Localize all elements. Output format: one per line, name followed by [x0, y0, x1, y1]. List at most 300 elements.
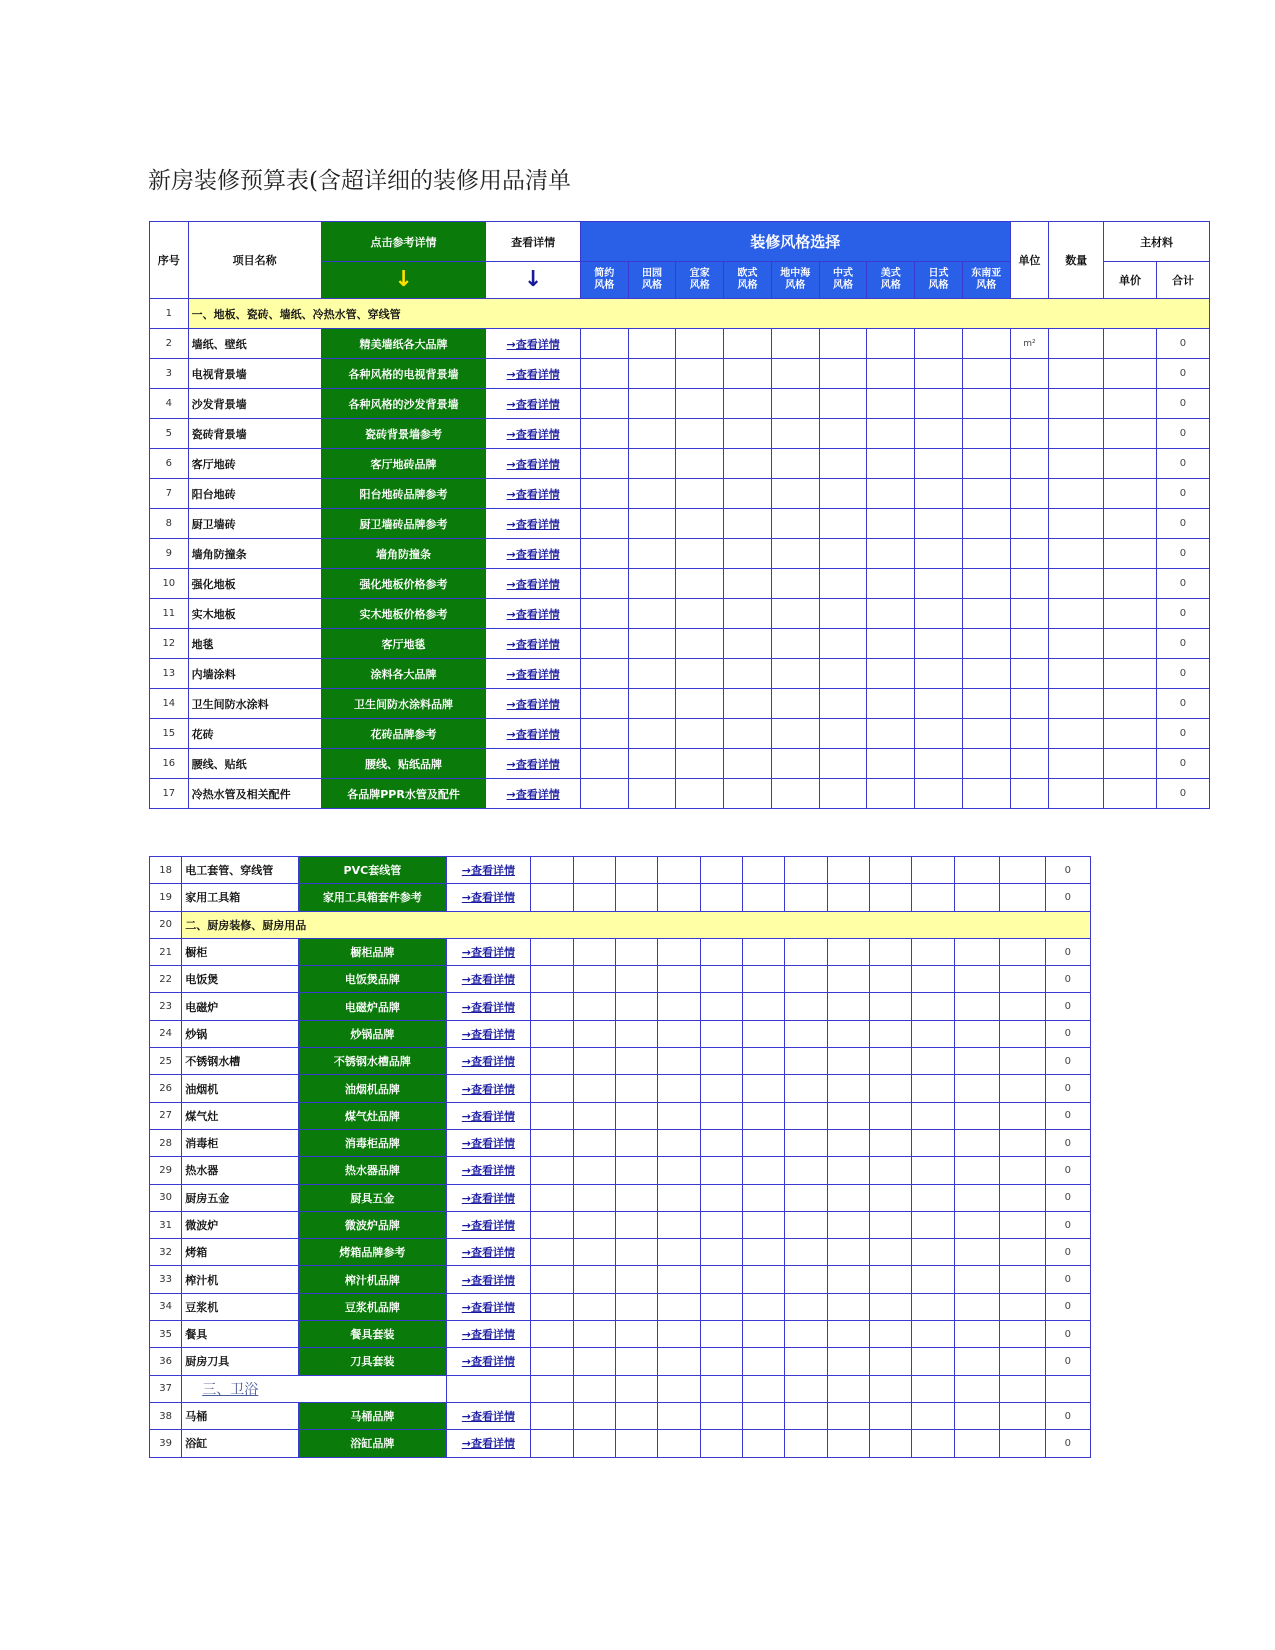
style-cell-input[interactable] — [827, 1102, 869, 1129]
style-cell-input[interactable] — [771, 719, 819, 749]
style-cell-input[interactable] — [870, 1402, 912, 1429]
style-cell-input[interactable] — [531, 1348, 573, 1375]
style-cell-input[interactable] — [531, 1020, 573, 1047]
style-cell-input[interactable] — [819, 449, 867, 479]
unit-cell[interactable] — [1010, 659, 1049, 689]
style-option[interactable]: 日式 风格 — [915, 262, 963, 299]
quantity-cell[interactable] — [1049, 479, 1104, 509]
style-option[interactable]: 简约 风格 — [580, 262, 628, 299]
quantity-cell[interactable] — [954, 1020, 999, 1047]
unit-price-cell[interactable] — [1000, 1157, 1045, 1184]
style-cell-input[interactable] — [771, 329, 819, 359]
style-cell-input[interactable] — [628, 659, 676, 689]
style-cell-input[interactable] — [700, 1402, 742, 1429]
style-cell-input[interactable] — [915, 779, 963, 809]
style-cell-input[interactable] — [870, 1321, 912, 1348]
style-cell-input[interactable] — [573, 1293, 615, 1320]
style-cell-input[interactable] — [962, 779, 1010, 809]
style-cell-input[interactable] — [743, 884, 785, 911]
style-cell-input[interactable] — [870, 1348, 912, 1375]
style-cell-input[interactable] — [573, 993, 615, 1020]
style-cell-input[interactable] — [615, 1102, 657, 1129]
style-cell-input[interactable] — [819, 779, 867, 809]
style-cell-input[interactable] — [915, 419, 963, 449]
style-cell-input[interactable] — [676, 509, 724, 539]
style-option[interactable]: 东南亚 风格 — [962, 262, 1010, 299]
style-cell-input[interactable] — [615, 884, 657, 911]
unit-price-cell[interactable] — [1000, 1348, 1045, 1375]
reference-link[interactable]: 不锈钢水槽品牌 — [299, 1048, 446, 1075]
style-cell-input[interactable] — [700, 1048, 742, 1075]
style-cell-input[interactable] — [819, 659, 867, 689]
style-cell-input[interactable] — [724, 359, 772, 389]
style-option[interactable]: 地中海 风格 — [771, 262, 819, 299]
style-cell-input[interactable] — [628, 749, 676, 779]
style-cell-input[interactable] — [580, 419, 628, 449]
style-cell-input[interactable] — [827, 1020, 869, 1047]
style-cell-input[interactable] — [867, 599, 915, 629]
style-cell-input[interactable] — [915, 389, 963, 419]
view-detail-link[interactable]: →查看详情 — [506, 697, 560, 711]
style-cell-input[interactable] — [870, 1157, 912, 1184]
unit-cell[interactable] — [912, 1211, 954, 1238]
style-cell-input[interactable] — [827, 1048, 869, 1075]
style-cell-input[interactable] — [771, 599, 819, 629]
reference-link[interactable]: 厨具五金 — [299, 1184, 446, 1211]
unit-cell[interactable] — [1010, 599, 1049, 629]
style-cell-input[interactable] — [700, 1102, 742, 1129]
view-detail-link[interactable]: →查看详情 — [461, 864, 515, 878]
view-detail-link[interactable]: →查看详情 — [461, 1355, 515, 1369]
style-cell-input[interactable] — [827, 1211, 869, 1238]
unit-price-cell[interactable] — [1104, 569, 1157, 599]
style-cell-input[interactable] — [743, 1266, 785, 1293]
reference-link[interactable]: 马桶品牌 — [299, 1402, 446, 1429]
reference-link[interactable]: 客厅地砖品牌 — [321, 449, 486, 479]
style-cell-input[interactable] — [658, 938, 700, 965]
unit-price-cell[interactable] — [1104, 449, 1157, 479]
style-cell-input[interactable] — [827, 1348, 869, 1375]
unit-price-cell[interactable] — [1000, 1075, 1045, 1102]
view-detail-link[interactable]: →查看详情 — [506, 637, 560, 651]
reference-link[interactable]: 瓷砖背景墙参考 — [321, 419, 486, 449]
style-cell-input[interactable] — [962, 329, 1010, 359]
style-option[interactable]: 美式 风格 — [867, 262, 915, 299]
style-cell-input[interactable] — [785, 1129, 827, 1156]
style-cell-input[interactable] — [962, 629, 1010, 659]
style-cell-input[interactable] — [962, 599, 1010, 629]
unit-cell[interactable] — [1010, 689, 1049, 719]
style-cell-input[interactable] — [628, 629, 676, 659]
unit-price-cell[interactable] — [1104, 749, 1157, 779]
unit-cell[interactable]: m² — [1010, 329, 1049, 359]
style-cell-input[interactable] — [628, 479, 676, 509]
style-cell-input[interactable] — [580, 749, 628, 779]
unit-cell[interactable] — [912, 884, 954, 911]
style-cell-input[interactable] — [771, 449, 819, 479]
style-cell-input[interactable] — [771, 569, 819, 599]
reference-link[interactable]: 刀具套装 — [299, 1348, 446, 1375]
quantity-cell[interactable] — [1049, 659, 1104, 689]
style-cell-input[interactable] — [573, 857, 615, 884]
quantity-cell[interactable] — [954, 1348, 999, 1375]
style-cell-input[interactable] — [580, 329, 628, 359]
style-cell-input[interactable] — [658, 1184, 700, 1211]
style-cell-input[interactable] — [573, 1102, 615, 1129]
style-cell-input[interactable] — [724, 689, 772, 719]
view-detail-link[interactable]: →查看详情 — [506, 667, 560, 681]
view-detail-link[interactable]: →查看详情 — [461, 1109, 515, 1123]
style-cell-input[interactable] — [867, 509, 915, 539]
quantity-cell[interactable] — [1049, 329, 1104, 359]
unit-price-cell[interactable] — [1104, 629, 1157, 659]
style-cell-input[interactable] — [785, 1348, 827, 1375]
style-cell-input[interactable] — [700, 1239, 742, 1266]
style-cell-input[interactable] — [743, 1348, 785, 1375]
unit-price-cell[interactable] — [1000, 1402, 1045, 1429]
style-cell-input[interactable] — [743, 1293, 785, 1320]
view-detail-link[interactable]: →查看详情 — [506, 727, 560, 741]
style-cell-input[interactable] — [743, 1430, 785, 1457]
style-cell-input[interactable] — [962, 449, 1010, 479]
style-cell-input[interactable] — [573, 1020, 615, 1047]
style-cell-input[interactable] — [531, 884, 573, 911]
unit-cell[interactable] — [912, 1402, 954, 1429]
style-cell-input[interactable] — [531, 1211, 573, 1238]
style-cell-input[interactable] — [724, 629, 772, 659]
style-cell-input[interactable] — [615, 1430, 657, 1457]
style-cell-input[interactable] — [628, 599, 676, 629]
view-detail-link[interactable]: →查看详情 — [461, 1219, 515, 1232]
style-cell-input[interactable] — [676, 329, 724, 359]
style-cell-input[interactable] — [676, 719, 724, 749]
style-cell-input[interactable] — [870, 1239, 912, 1266]
reference-link[interactable]: 电磁炉品牌 — [299, 993, 446, 1020]
view-detail-link[interactable]: →查看详情 — [461, 1082, 515, 1096]
unit-cell[interactable] — [912, 1430, 954, 1457]
quantity-cell[interactable] — [954, 1321, 999, 1348]
style-cell-input[interactable] — [615, 1211, 657, 1238]
style-cell-input[interactable] — [724, 509, 772, 539]
style-cell-input[interactable] — [867, 569, 915, 599]
style-cell-input[interactable] — [870, 1048, 912, 1075]
style-cell-input[interactable] — [658, 1129, 700, 1156]
style-cell-input[interactable] — [819, 479, 867, 509]
view-detail-link[interactable]: →查看详情 — [506, 757, 560, 771]
unit-price-cell[interactable] — [1104, 509, 1157, 539]
style-cell-input[interactable] — [700, 1293, 742, 1320]
style-cell-input[interactable] — [771, 509, 819, 539]
unit-price-cell[interactable] — [1104, 359, 1157, 389]
unit-price-cell[interactable] — [1000, 993, 1045, 1020]
style-cell-input[interactable] — [915, 659, 963, 689]
style-cell-input[interactable] — [771, 749, 819, 779]
quantity-cell[interactable] — [954, 1102, 999, 1129]
style-cell-input[interactable] — [867, 389, 915, 419]
style-cell-input[interactable] — [962, 419, 1010, 449]
unit-cell[interactable] — [912, 938, 954, 965]
style-cell-input[interactable] — [785, 1402, 827, 1429]
style-cell-input[interactable] — [827, 1157, 869, 1184]
style-cell-input[interactable] — [700, 1266, 742, 1293]
style-cell-input[interactable] — [785, 1184, 827, 1211]
quantity-cell[interactable] — [954, 966, 999, 993]
style-cell-input[interactable] — [573, 1184, 615, 1211]
quantity-cell[interactable] — [954, 993, 999, 1020]
unit-price-cell[interactable] — [1104, 479, 1157, 509]
style-option[interactable]: 田园 风格 — [628, 262, 676, 299]
style-cell-input[interactable] — [580, 479, 628, 509]
style-cell-input[interactable] — [785, 1020, 827, 1047]
style-cell-input[interactable] — [771, 659, 819, 689]
style-cell-input[interactable] — [827, 1129, 869, 1156]
style-cell-input[interactable] — [676, 539, 724, 569]
style-cell-input[interactable] — [531, 1157, 573, 1184]
style-cell-input[interactable] — [531, 966, 573, 993]
style-cell-input[interactable] — [771, 779, 819, 809]
style-cell-input[interactable] — [819, 569, 867, 599]
style-cell-input[interactable] — [785, 1102, 827, 1129]
quantity-cell[interactable] — [954, 857, 999, 884]
style-cell-input[interactable] — [658, 1211, 700, 1238]
style-cell-input[interactable] — [531, 1102, 573, 1129]
unit-price-cell[interactable] — [1104, 329, 1157, 359]
style-cell-input[interactable] — [867, 659, 915, 689]
quantity-cell[interactable] — [954, 1129, 999, 1156]
style-cell-input[interactable] — [962, 509, 1010, 539]
style-cell-input[interactable] — [531, 938, 573, 965]
style-cell-input[interactable] — [819, 329, 867, 359]
style-cell-input[interactable] — [573, 1266, 615, 1293]
style-cell-input[interactable] — [827, 1075, 869, 1102]
unit-cell[interactable] — [912, 1348, 954, 1375]
view-detail-link[interactable]: →查看详情 — [461, 1328, 515, 1342]
quantity-cell[interactable] — [954, 884, 999, 911]
style-cell-input[interactable] — [573, 884, 615, 911]
style-cell-input[interactable] — [700, 884, 742, 911]
quantity-cell[interactable] — [1049, 779, 1104, 809]
style-cell-input[interactable] — [531, 1293, 573, 1320]
unit-price-cell[interactable] — [1000, 1211, 1045, 1238]
view-detail-link[interactable]: →查看详情 — [461, 1055, 515, 1069]
style-cell-input[interactable] — [743, 1402, 785, 1429]
style-cell-input[interactable] — [785, 993, 827, 1020]
style-cell-input[interactable] — [658, 1402, 700, 1429]
unit-cell[interactable] — [912, 1075, 954, 1102]
style-cell-input[interactable] — [827, 938, 869, 965]
unit-price-cell[interactable] — [1000, 966, 1045, 993]
style-cell-input[interactable] — [615, 1157, 657, 1184]
view-detail-link[interactable]: →查看详情 — [461, 1137, 515, 1151]
view-detail-link[interactable]: →查看详情 — [506, 517, 560, 531]
style-cell-input[interactable] — [915, 599, 963, 629]
style-cell-input[interactable] — [615, 1184, 657, 1211]
reference-link[interactable]: 强化地板价格参考 — [321, 569, 486, 599]
style-cell-input[interactable] — [658, 1020, 700, 1047]
style-cell-input[interactable] — [531, 857, 573, 884]
style-cell-input[interactable] — [580, 359, 628, 389]
unit-price-cell[interactable] — [1000, 1020, 1045, 1047]
unit-cell[interactable] — [912, 1266, 954, 1293]
reference-link[interactable]: 橱柜品牌 — [299, 938, 446, 965]
style-cell-input[interactable] — [867, 749, 915, 779]
style-cell-input[interactable] — [724, 479, 772, 509]
quantity-cell[interactable] — [954, 1266, 999, 1293]
style-cell-input[interactable] — [628, 689, 676, 719]
style-cell-input[interactable] — [743, 1020, 785, 1047]
style-cell-input[interactable] — [658, 884, 700, 911]
quantity-cell[interactable] — [954, 1402, 999, 1429]
style-cell-input[interactable] — [870, 1293, 912, 1320]
style-cell-input[interactable] — [743, 1239, 785, 1266]
style-cell-input[interactable] — [531, 1184, 573, 1211]
unit-price-cell[interactable] — [1000, 1239, 1045, 1266]
unit-price-cell[interactable] — [1104, 539, 1157, 569]
quantity-cell[interactable] — [954, 1157, 999, 1184]
style-cell-input[interactable] — [724, 659, 772, 689]
reference-link[interactable]: 餐具套装 — [299, 1321, 446, 1348]
view-detail-link[interactable]: →查看详情 — [461, 1410, 515, 1424]
style-cell-input[interactable] — [573, 1430, 615, 1457]
style-cell-input[interactable] — [676, 419, 724, 449]
quantity-cell[interactable] — [1049, 599, 1104, 629]
style-cell-input[interactable] — [573, 1211, 615, 1238]
style-cell-input[interactable] — [531, 1430, 573, 1457]
reference-link[interactable]: 实木地板价格参考 — [321, 599, 486, 629]
style-cell-input[interactable] — [785, 1293, 827, 1320]
view-detail-link[interactable]: →查看详情 — [506, 787, 560, 801]
quantity-cell[interactable] — [1049, 569, 1104, 599]
style-cell-input[interactable] — [771, 629, 819, 659]
style-cell-input[interactable] — [867, 449, 915, 479]
style-cell-input[interactable] — [658, 1075, 700, 1102]
style-cell-input[interactable] — [615, 1321, 657, 1348]
reference-link[interactable]: 厨卫墙砖品牌参考 — [321, 509, 486, 539]
reference-link[interactable]: 各品牌PPR水管及配件 — [321, 779, 486, 809]
style-cell-input[interactable] — [827, 1430, 869, 1457]
unit-cell[interactable] — [912, 1020, 954, 1047]
style-cell-input[interactable] — [743, 1129, 785, 1156]
style-cell-input[interactable] — [658, 1239, 700, 1266]
style-cell-input[interactable] — [743, 1184, 785, 1211]
quantity-cell[interactable] — [1049, 509, 1104, 539]
style-cell-input[interactable] — [658, 1102, 700, 1129]
unit-price-cell[interactable] — [1000, 857, 1045, 884]
style-cell-input[interactable] — [580, 389, 628, 419]
style-cell-input[interactable] — [819, 389, 867, 419]
style-cell-input[interactable] — [724, 419, 772, 449]
unit-price-cell[interactable] — [1000, 1321, 1045, 1348]
style-cell-input[interactable] — [700, 993, 742, 1020]
unit-cell[interactable] — [912, 1157, 954, 1184]
view-detail-link[interactable]: →查看详情 — [461, 1000, 515, 1014]
style-cell-input[interactable] — [724, 569, 772, 599]
style-cell-input[interactable] — [915, 329, 963, 359]
style-cell-input[interactable] — [615, 1348, 657, 1375]
style-cell-input[interactable] — [915, 449, 963, 479]
unit-cell[interactable] — [1010, 539, 1049, 569]
unit-price-cell[interactable] — [1104, 599, 1157, 629]
style-cell-input[interactable] — [628, 389, 676, 419]
style-cell-input[interactable] — [531, 1048, 573, 1075]
style-cell-input[interactable] — [962, 389, 1010, 419]
style-cell-input[interactable] — [962, 749, 1010, 779]
quantity-cell[interactable] — [954, 1239, 999, 1266]
style-cell-input[interactable] — [819, 509, 867, 539]
style-cell-input[interactable] — [962, 719, 1010, 749]
style-cell-input[interactable] — [870, 857, 912, 884]
style-cell-input[interactable] — [531, 993, 573, 1020]
quantity-cell[interactable] — [954, 1211, 999, 1238]
style-cell-input[interactable] — [785, 857, 827, 884]
unit-price-cell[interactable] — [1000, 1293, 1045, 1320]
style-cell-input[interactable] — [628, 449, 676, 479]
view-detail-link[interactable]: →查看详情 — [461, 1027, 515, 1041]
style-cell-input[interactable] — [700, 966, 742, 993]
view-detail-link[interactable]: →查看详情 — [506, 547, 560, 561]
style-cell-input[interactable] — [785, 1048, 827, 1075]
style-cell-input[interactable] — [700, 938, 742, 965]
unit-cell[interactable] — [1010, 359, 1049, 389]
unit-cell[interactable] — [912, 1048, 954, 1075]
quantity-cell[interactable] — [1049, 719, 1104, 749]
style-cell-input[interactable] — [867, 539, 915, 569]
style-cell-input[interactable] — [580, 689, 628, 719]
style-cell-input[interactable] — [676, 449, 724, 479]
style-cell-input[interactable] — [700, 1157, 742, 1184]
style-cell-input[interactable] — [785, 1430, 827, 1457]
style-cell-input[interactable] — [870, 1075, 912, 1102]
style-cell-input[interactable] — [819, 419, 867, 449]
style-cell-input[interactable] — [870, 884, 912, 911]
style-cell-input[interactable] — [615, 1239, 657, 1266]
reference-link[interactable]: 微波炉品牌 — [299, 1211, 446, 1238]
style-cell-input[interactable] — [870, 1102, 912, 1129]
style-cell-input[interactable] — [743, 1321, 785, 1348]
reference-link[interactable]: 各种风格的沙发背景墙 — [321, 389, 486, 419]
style-cell-input[interactable] — [785, 1075, 827, 1102]
unit-price-cell[interactable] — [1000, 938, 1045, 965]
view-detail-link[interactable]: →查看详情 — [461, 891, 515, 905]
unit-price-cell[interactable] — [1104, 389, 1157, 419]
unit-cell[interactable] — [1010, 479, 1049, 509]
view-detail-link[interactable]: →查看详情 — [506, 397, 560, 411]
style-option[interactable]: 欧式 风格 — [724, 262, 772, 299]
unit-cell[interactable] — [1010, 419, 1049, 449]
style-cell-input[interactable] — [676, 359, 724, 389]
style-cell-input[interactable] — [676, 779, 724, 809]
view-detail-link[interactable]: →查看详情 — [461, 1246, 515, 1260]
style-cell-input[interactable] — [867, 479, 915, 509]
style-cell-input[interactable] — [771, 419, 819, 449]
style-cell-input[interactable] — [676, 749, 724, 779]
unit-price-cell[interactable] — [1000, 884, 1045, 911]
style-cell-input[interactable] — [724, 779, 772, 809]
quantity-cell[interactable] — [1049, 539, 1104, 569]
style-cell-input[interactable] — [628, 359, 676, 389]
style-cell-input[interactable] — [743, 857, 785, 884]
style-cell-input[interactable] — [870, 1184, 912, 1211]
style-cell-input[interactable] — [724, 599, 772, 629]
style-cell-input[interactable] — [915, 479, 963, 509]
style-cell-input[interactable] — [915, 509, 963, 539]
unit-cell[interactable] — [912, 857, 954, 884]
style-cell-input[interactable] — [915, 359, 963, 389]
unit-cell[interactable] — [912, 1321, 954, 1348]
style-cell-input[interactable] — [700, 1020, 742, 1047]
view-detail-link[interactable]: →查看详情 — [506, 367, 560, 381]
unit-price-cell[interactable] — [1000, 1184, 1045, 1211]
